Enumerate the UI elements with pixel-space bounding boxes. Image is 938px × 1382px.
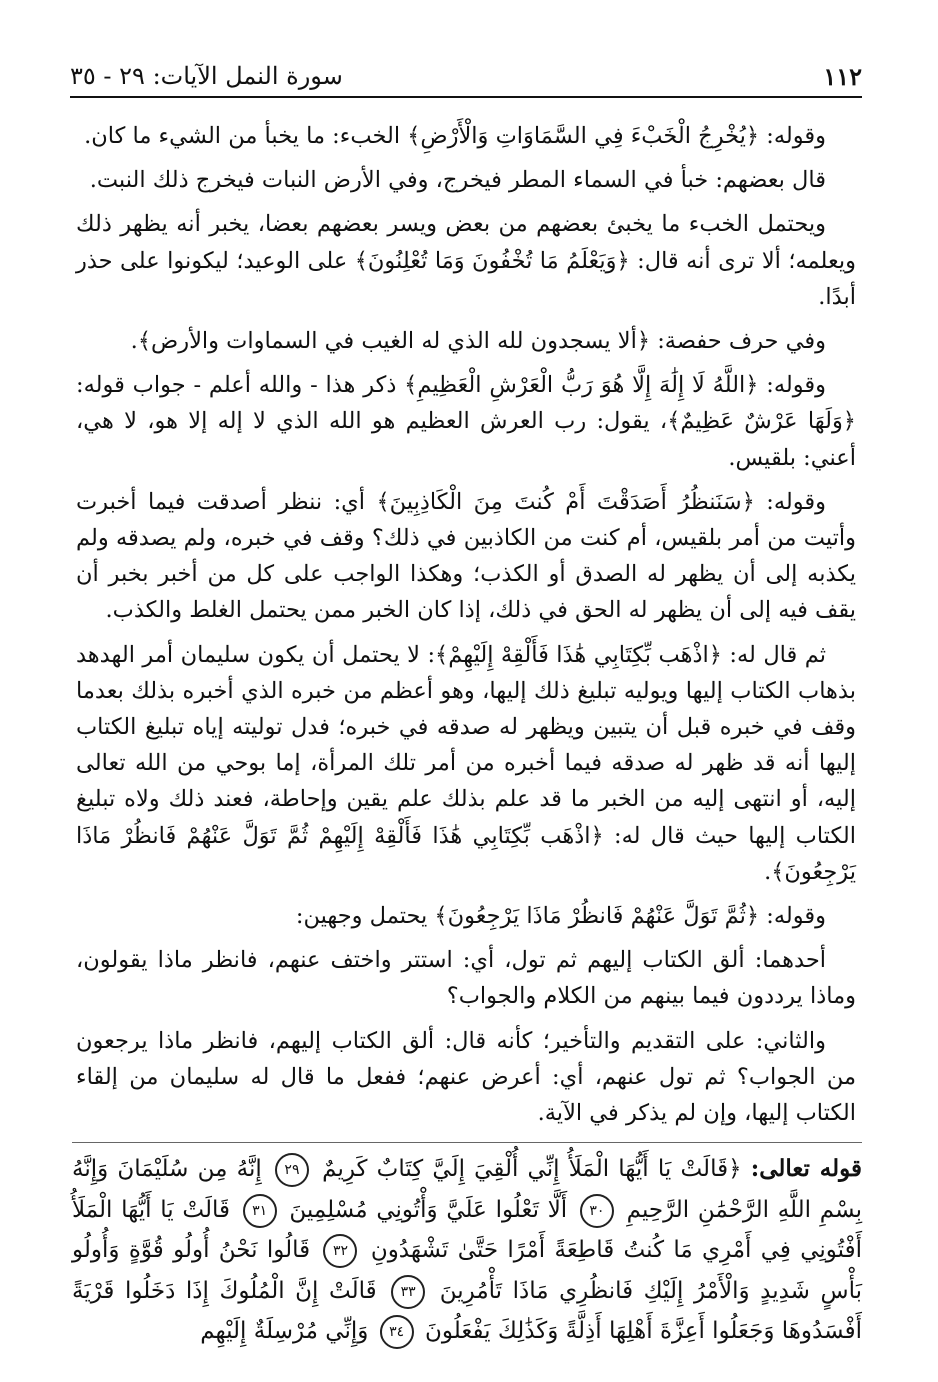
paragraph: وقوله: ﴿يُخْرِجُ الْخَبْءَ فِي السَّمَاوَاتِ وَالْأَرْضِ﴾ الخبء: ما يخبأ من الشيء ما كان. (84, 123, 826, 149)
verse-text: ﴿قَالَتْ يَا أَيُّهَا الْمَلَأُ إِنِّي أُلْقِيَ إِلَيَّ كِتَابٌ كَرِيمٌ (322, 1156, 742, 1182)
verse-text: قَالُوا نَحْنُ أُولُو قُوَّةٍ وَأُولُو بَأْسٍ شَدِيدٍ وَالْأَمْرُ إِلَيْكِ فَانظُرِي مَاذَا تَأْمُرِينَ (72, 1237, 862, 1304)
paragraph: وقوله: ﴿اللَّهُ لَا إِلَٰهَ إِلَّا هُوَ رَبُّ الْعَرْشِ الْعَظِيمِ﴾ ذكر هذا - والله أعلم - جواب قوله: ﴿وَلَهَا عَرْشٌ عَظِيمٌ﴾، يقول: رب العرش العظيم هو الله الذي لا إله إلا هو، لا هي، أعني: بلقيس. (76, 372, 856, 471)
verses-lead: قوله تعالى: (750, 1155, 863, 1182)
paragraph: ثم قال له: ﴿اذْهَب بِّكِتَابِي هَٰذَا فَأَلْقِهْ إِلَيْهِمْ﴾: لا يحتمل أن يكون سليمان أمر الهدهد بذهاب الكتاب إليها ويوليه تبليغ ذلك إليها، وهو أعظم من خبره الذي أخبره بذلك بعدما وقف في خبره قبل أن يتبين ويظهر له صدقه في خبره؛ فدل توليته إياه تبليغ الكتاب إليها أنه قد ظهر له صدقه فيما أخبره من أمر تلك المرأة، إما بوحي من الله تعالى إليه، أو انتهى إليه من الخبر ما قد علم بذلك علم يقين وإحاطة، فعند ذلك ولاه تبليغ الكتاب إليها حيث قال له: ﴿اذْهَب بِّكِتَابِي هَٰذَا فَأَلْقِهْ إِلَيْهِمْ ثُمَّ تَوَلَّ عَنْهُمْ فَانظُرْ مَاذَا يَرْجِعُونَ﴾. (76, 641, 856, 885)
paragraph: وقوله: ﴿سَنَنظُرُ أَصَدَقْتَ أَمْ كُنتَ مِنَ الْكَاذِبِينَ﴾ أي: ننظر أصدقت فيما أخبرت وأتيت من أمر بلقيس، أم كنت من الكاذبين في ذلك؟ وقف في خبره، ولم يصدقه ولم يكذبه إلى أن يظهر له الصدق أو الكذب؛ وهكذا الواجب على كل من أخبر بخبر أن يقف فيه إلى أن يظهر له الحق في ذلك، إذا كان الخبر ممن يحتمل الغلط والكذب. (76, 488, 856, 624)
verse-text: أَلَّا تَعْلُوا عَلَيَّ وَأْتُونِي مُسْلِمِينَ (289, 1196, 568, 1223)
verse-text: وَإِنِّي مُرْسِلَةٌ إِلَيْهِم (200, 1318, 369, 1344)
quran-verses (72, 1142, 862, 1352)
verse-number-marker: ٣٣ (391, 1275, 425, 1309)
commentary-body (76, 118, 856, 1139)
running-header (70, 56, 862, 98)
paragraph: أحدهما: ألق الكتاب إليهم ثم تول، أي: استتر واختف عنهم، فانظر ماذا يقولون، وماذا يرددون فيما بينهم من الكلام والجواب؟ (76, 947, 856, 1010)
paragraph: قال بعضهم: خبأ في السماء المطر فيخرج، وفي الأرض النبات فيخرج ذلك النبت. (89, 167, 826, 194)
verse-text: إِنَّهُ مِن سُلَيْمَانَ وَإِنَّهُ بِسْمِ اللَّهِ الرَّحْمَٰنِ الرَّحِيمِ (72, 1156, 863, 1223)
verse-number-marker: ٢٩ (275, 1153, 309, 1187)
page-number: ١١٢ (823, 61, 862, 91)
verse-number-marker: ٣٢ (323, 1234, 357, 1268)
paragraph: وفي حرف حفصة: ﴿ألا يسجدون لله الذي له الغيب في السماوات والأرض﴾. (130, 328, 826, 355)
verse-number-marker: ٣٠ (580, 1194, 614, 1228)
verse-text: قَالَتْ يَا أَيُّهَا الْمَلَأُ أَفْتُونِي فِي أَمْرِي مَا كُنتُ قَاطِعَةً أَمْرًا حَتَّىٰ تَشْهَدُونِ (72, 1196, 863, 1263)
paragraph: ويحتمل الخبء ما يخبئ بعضهم من بعض ويسر بعضهم بعضا، يخبر أنه يظهر ذلك ويعلمه؛ ألا ترى أنه قال: ﴿وَيَعْلَمُ مَا تُخْفُونَ وَمَا تُعْلِنُونَ﴾ على الوعيد؛ ليكونوا على حذر أبدًا. (76, 211, 856, 310)
verse-number-marker: ٣٤ (380, 1315, 414, 1349)
paragraph: والثاني: على التقديم والتأخير؛ كأنه قال: ألق الكتاب إليهم، فانظر ماذا يرجعون من الجواب؟ ثم تول عنهم، أي: أعرض عنهم؛ ففعل ما قال له سليمان من إلقاء الكتاب إليها، وإن لم يذكر في الآية. (76, 1027, 856, 1127)
verse-number-marker: ٣١ (243, 1194, 277, 1228)
verse-text: قَالَتْ إِنَّ الْمُلُوكَ إِذَا دَخَلُوا قَرْيَةً أَفْسَدُوهَا وَجَعَلُوا أَعِزَّةَ أَهْلِهَا أَذِلَّةً وَكَذَٰلِكَ يَفْعَلُونَ (72, 1277, 862, 1344)
surah-title: سورة النمل الآيات: ٢٩ - ٣٥ (70, 62, 343, 90)
paragraph: وقوله: ﴿ثُمَّ تَوَلَّ عَنْهُمْ فَانظُرْ مَاذَا يَرْجِعُونَ﴾ يحتمل وجهين: (295, 903, 826, 930)
